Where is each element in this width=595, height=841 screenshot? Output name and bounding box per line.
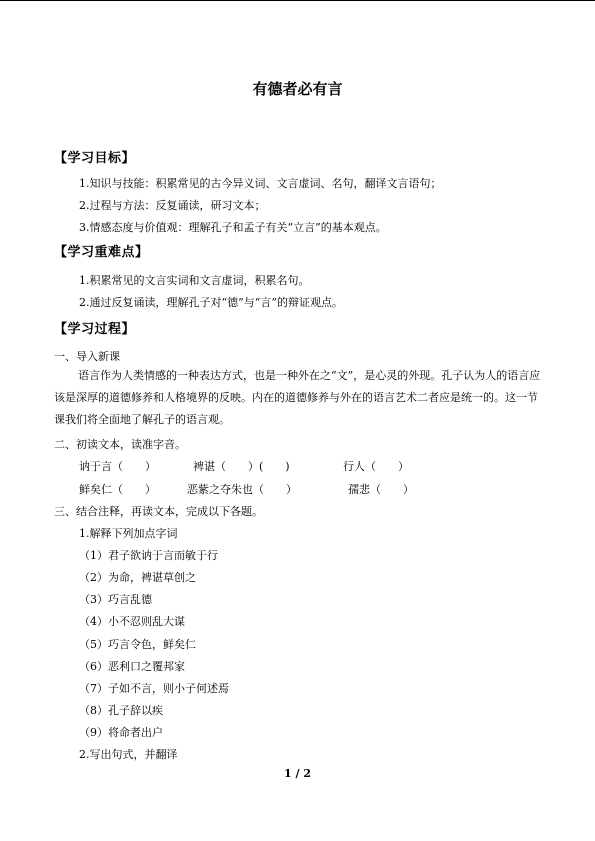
page-title: 有德者必有言	[252, 80, 343, 98]
top-rule	[0, 0, 595, 1]
exercise-item: （3）巧言乱德	[79, 593, 152, 606]
key-points-heading: 【学习重难点】	[54, 245, 149, 260]
part2-title: 二、初读文本，读准字音。	[54, 438, 186, 451]
exercise-item: （1）君子欲讷于言而敏于行	[79, 549, 218, 562]
vocab-item: 孺悲（ ）	[348, 483, 414, 496]
exercise-item: （8）孔子辞以疾	[79, 704, 163, 717]
page-number: 1 / 2	[284, 767, 311, 780]
exercise-item: （4）小不忍则乱大谋	[79, 615, 185, 628]
part3-title: 三、结合注释，再读文本，完成以下各题。	[54, 505, 263, 518]
exercise-item: （9）将命者出户	[79, 726, 163, 739]
sub2-title: 2.写出句式，并翻译	[79, 748, 178, 761]
key-point-item: 2.通过反复诵读，理解孔子对“德”与“言”的辩证观点。	[79, 296, 343, 309]
objectives-heading: 【学习目标】	[54, 151, 136, 166]
vocab-item: 讷于言（ ）	[79, 460, 156, 473]
vocab-item: 鲜矣仁（ ）	[79, 483, 156, 496]
key-point-item: 1.积累常见的文言实词和文言虚词，积累名句。	[79, 274, 310, 287]
objective-item: 1.知识与技能：积累常见的古今异义词、文言虚词、名句，翻译文言语句；	[79, 177, 442, 190]
part1-title: 一、导入新课	[54, 350, 120, 363]
vocab-item: 裨谌（ ）( )	[193, 460, 290, 473]
process-heading: 【学习过程】	[54, 322, 136, 337]
exercise-item: （7）子如不言，则小子何述焉	[79, 682, 229, 695]
exercise-item: （5）巧言令色，鲜矣仁	[79, 638, 196, 651]
objective-item: 2.过程与方法：反复诵读，研习文本；	[79, 199, 266, 212]
intro-paragraph: 语言作为人类情感的一种表达方式，也是一种外在之“文”，是心灵的外现。孔子认为人的语言应该是深厚的道德修养和人格境界的反映。内在的道德修养与外在的语言艺术二者应是统一的。这一节课我们将全面地了解孔子的语言观。	[54, 369, 541, 426]
vocab-item: 恶紫之夺朱也（ ）	[187, 483, 297, 496]
exercise-item: （6）恶利口之覆邦家	[79, 660, 185, 673]
exercise-item: （2）为命，裨谌草创之	[79, 571, 196, 584]
sub1-title: 1.解释下列加点字词	[79, 527, 178, 540]
vocab-item: 行人（ ）	[343, 460, 409, 473]
objective-item: 3.情感态度与价值观：理解孔子和孟子有关“立言”的基本观点。	[79, 221, 387, 234]
